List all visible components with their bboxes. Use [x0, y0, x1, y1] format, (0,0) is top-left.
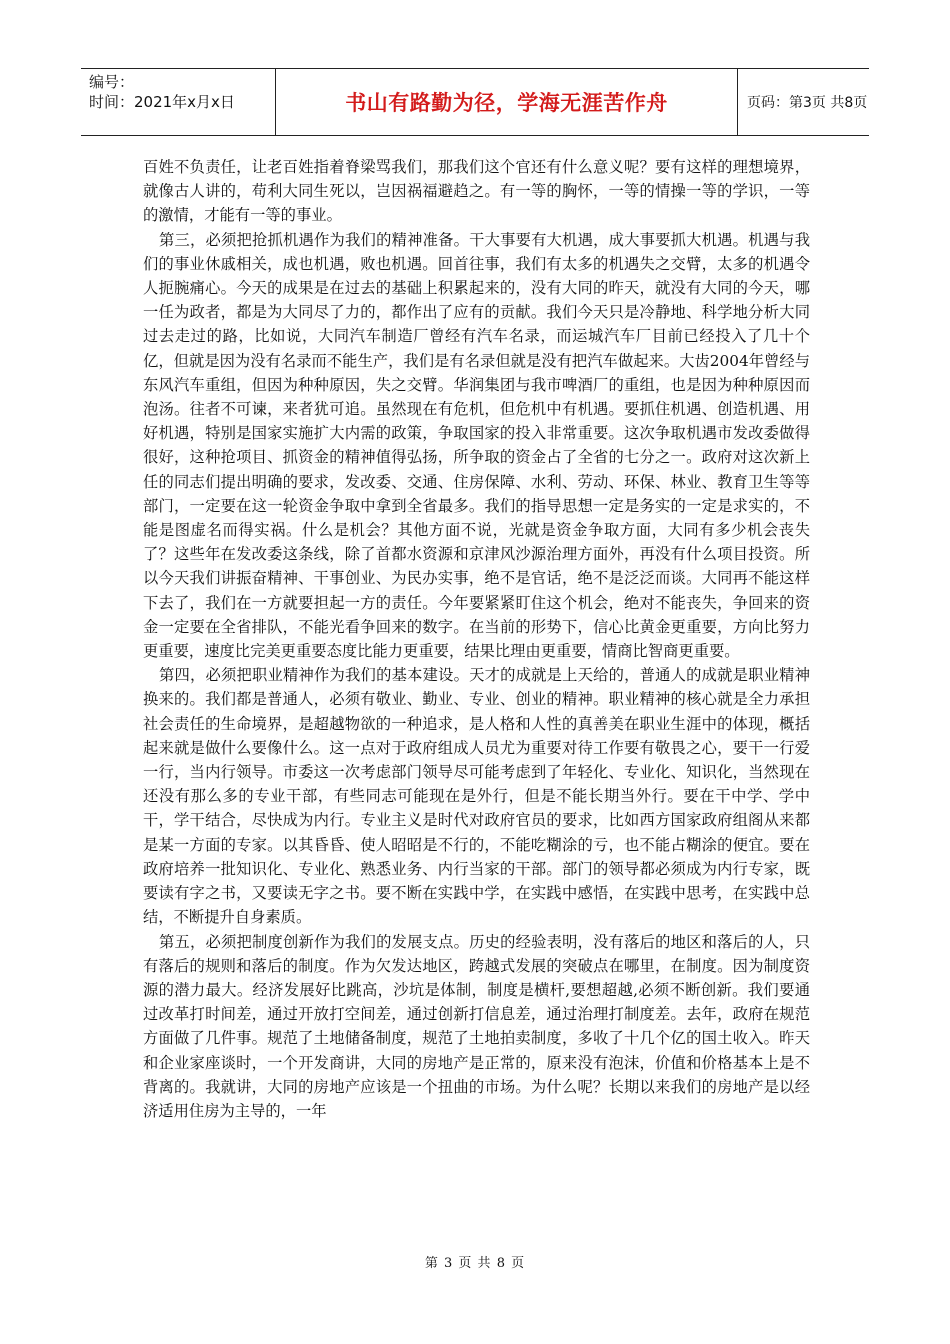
header-page-info: 页码：第3页 共8页	[747, 95, 868, 111]
page-footer: 第 3 页 共 8 页	[424, 1256, 526, 1271]
header-meta	[81, 69, 276, 135]
paragraph-third-point: 第三，必须把抢抓机遇作为我们的精神准备。干大事要有大机遇，成大事要抓大机遇。机遇与我们的事业休戚相关，成也机遇，败也机遇。回首往事，我们有太多的机遇失之交臂，太多的机遇令人扼腕痛心。今天的成果是在过去的基础上积累起来的，没有大同的昨天，就没有大同的今天，哪一任为政者，都是为大同尽了力的，都作出了应有的贡献。我们今天只是冷静地、科学地分析大同过去走过的路，比如说，大同汽车制造厂曾经有汽车名录，而运城汽车厂目前已经投入了几十个亿，但就是因为没有名录而不能生产，我们是有名录但就是没有把汽车做起来。大齿2004年曾经与东风汽车重组，但因为种种原因，失之交臂。华润集团与我市啤酒厂的重组，也是因为种种原因而泡汤。往者不可谏，来者犹可追。虽然现在有危机，但危机中有机遇。要抓住机遇、创造机遇、用好机遇，特别是国家实施扩大内需的政策，争取国家的投入非常重要。这次争取机遇市发改委做得很好，这种抢项目、抓资金的精神值得弘扬，所争取的资金占了全省的七分之一。政府对这次新上任的同志们提出明确的要求，发改委、交通、住房保障、水利、劳动、环保、林业、教育卫生等等部门，一定要在这一轮资金争取中拿到全省最多。我们的指导思想一定是务实的一定是求实的，不能是图虚名而得实祸。什么是机会？其他方面不说，光就是资金争取方面，大同有多少机会丧失了？这些年在发改委这条线，除了首都水资源和京津风沙源治理方面外，再没有什么项目投资。所以今天我们讲振奋精神、干事创业、为民办实事，绝不是官话，绝不是泛泛而谈。大同再不能这样下去了，我们在一方就要担起一方的责任。今年要紧紧盯住这个机会，绝对不能丧失，争回来的资金一定要在全省排队，不能光看争回来的数字。在当前的形势下，信心比黄金更重要，方向比努力更重要，速度比完美更重要态度比能力更重要，结果比理由更重要，情商比智商更重要。	[143, 230, 810, 661]
document-time-label: 时间：2021年x月x日	[89, 93, 235, 111]
paragraph-fifth-point: 第五，必须把制度创新作为我们的发展支点。历史的经验表明，没有落后的地区和落后的人，只有落后的规则和落后的制度。作为欠发达地区，跨越式发展的突破点在哪里，在制度。因为制度资源的潜力最大。经济发展好比跳高，沙坑是体制，制度是横杆,要想超越,必须不断创新。我们要通过改革打时间差，通过开放打空间差，通过创新打信息差，通过治理打制度差。去年，政府在规范方面做了几件事。规范了土地储备制度，规范了土地拍卖制度，多收了十几个亿的国土收入。昨天和企业家座谈时，一个开发商讲，大同的房地产是正常的，原来没有泡沫，价值和价格基本上是不背离的。我就讲，大同的房地产应该是一个扭曲的市场。为什么呢？长期以来我们的房地产是以经济适用住房为主导的，一年	[143, 932, 810, 1120]
header-motto: 书山有路勤为径，学海无涯苦作舟	[276, 69, 738, 135]
paragraph-continuation: 百姓不负责任，让老百姓指着脊梁骂我们，那我们这个官还有什么意义呢？要有这样的理想境界，就像古人讲的，苟利大同生死以，岂因祸福避趋之。有一等的胸怀，一等的情操一等的学识，一等的激情，才能有一等的事业。	[143, 158, 810, 225]
document-body	[143, 155, 810, 1123]
document-number-label: 编号：	[89, 73, 135, 91]
paragraph-fourth-point: 第四，必须把职业精神作为我们的基本建设。天才的成就是上天给的，普通人的成就是职业精神换来的。我们都是普通人，必须有敬业、勤业、专业、创业的精神。职业精神的核心就是全力承担社会责任的生命境界，是超越物欲的一种追求，是人格和人性的真善美在职业生涯中的体现，概括起来就是做什么要像什么。这一点对于政府组成人员尤为重要对待工作要有敬畏之心，要干一行爱一行，当内行领导。市委这一次考虑部门领导尽可能考虑到了年轻化、专业化、知识化，当然现在还没有那么多的专业干部，有些同志可能现在是外行，但是不能长期当外行。要在干中学、学中干，学干结合，尽快成为内行。专业主义是时代对政府官员的要求，比如西方国家政府组阁从来都是某一方面的专家。以其昏昏、使人昭昭是不行的，不能吃糊涂的亏，也不能占糊涂的便宜。要在政府培养一批知识化、专业化、熟悉业务、内行当家的干部。部门的领导都必须成为内行专家，既要读有字之书，又要读无字之书。要不断在实践中学，在实践中感悟，在实践中思考，在实践中总结，不断提升自身素质。	[143, 666, 810, 927]
page-header	[81, 68, 869, 136]
